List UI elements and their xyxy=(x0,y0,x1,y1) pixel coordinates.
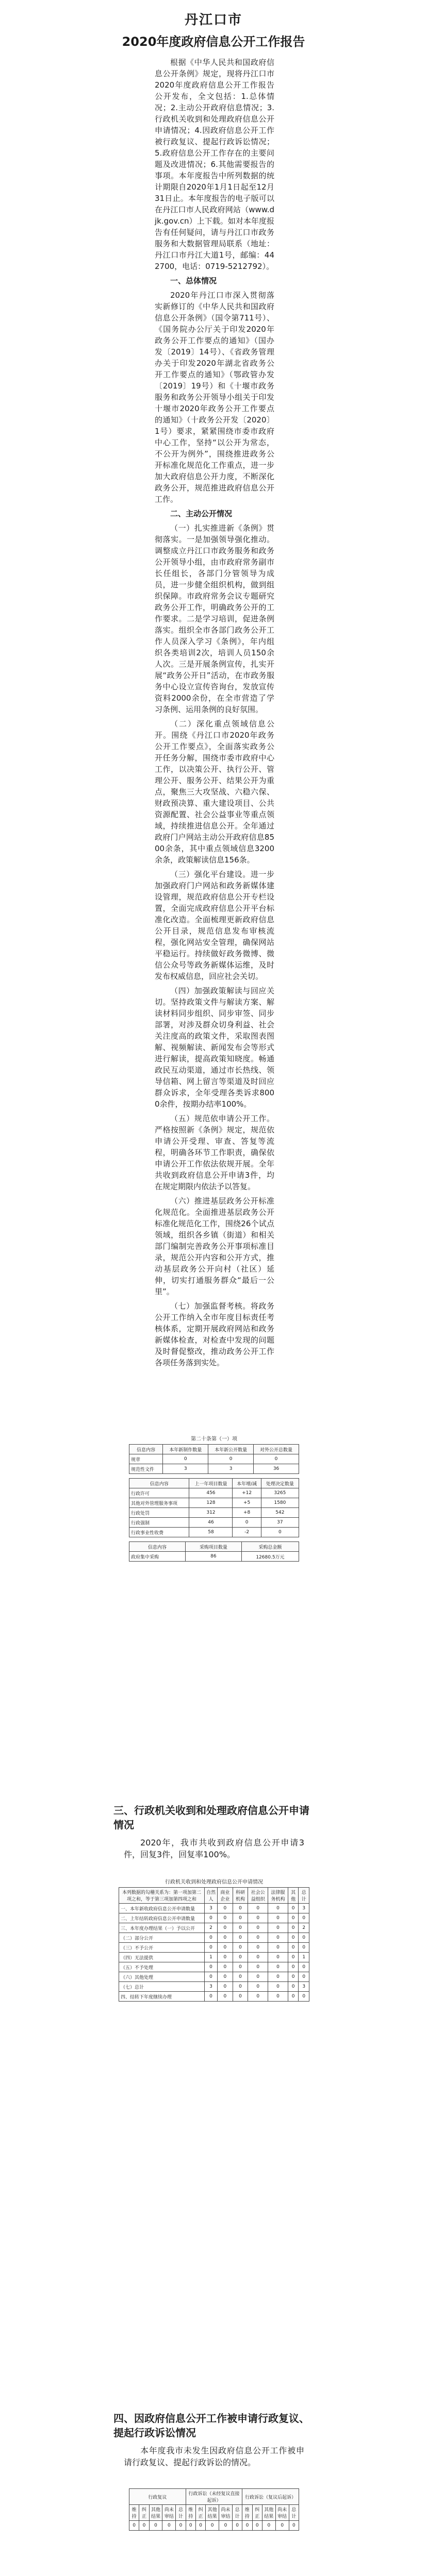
table-cell: 0 xyxy=(218,1982,233,1992)
body-paragraph: 根据《中华人民共和国政府信息公开条例》规定，现将丹江口市2020年度政府信息公开工作报告公开发布，全文包括：1.总体情况；2.主动公开政府信息情况；3.行政机关收到和处理政府信息公开申请情况；4.因政府信息公开工作被行政复议、提起行政诉讼情况；5.政府信息公开工作存在的主要问题及改进情况；6.其他需要报告的事项。本年度报告中所列数据的统计期限自2020年1月1日起至12月31日止。本年度报告的电子版可以在丹江口市人民政府网站（www.djk.gov.cn）上下载。如对本年度报告有任何疑问，请与丹江口市政务服务和大数据管理局联系（地址：丹江口市丹江大道1号，邮编：442700，电话：0719-5212792）。 xyxy=(155,58,274,271)
table-cell: 行政处罚 xyxy=(129,1508,189,1518)
table-cell: 0 xyxy=(248,1913,268,1923)
body-paragraph: （一）扎实推进新《条例》贯彻落实。一是加强领导强化推动。调整成立丹江口市政务服务和政务公开领导小组，由市政府常务副市长任组长，各部门分管领导为成员，进一步健全组织机构，做到组织保障。市政府常务会议专题研究政务公开工作，明确政务公开的工作要求。二是学习培训，促进条例落实。组织全市各部门政务公开工作人员深入学习《条例》，年内组织各类培训2次，培训人员150余人次。三是开展条例宣传，扎实开展“政务公开日”活动，在市政务服务中心设立宣传咨询台，发放宣传资料2000余份，在全市营造了学习条例、运用条例的良好氛围。 xyxy=(155,523,274,714)
table-subheader-cell: 纠正 xyxy=(252,2505,262,2521)
table-header-cell: 行政复议 xyxy=(129,2489,186,2505)
table-cell: 128 xyxy=(189,1498,233,1508)
table-cell: 0 xyxy=(218,1943,233,1953)
table-cell: 0 xyxy=(162,2521,176,2531)
table-cell: 行政强制 xyxy=(129,1518,189,1528)
table-review xyxy=(129,2488,299,2531)
table-cell: 二、上年结转政府信息公开申请数量 xyxy=(119,1913,205,1923)
table-header-cell: 法律服务机构 xyxy=(268,1888,288,1904)
table-cell: 0 xyxy=(252,2521,262,2531)
section-heading: 一、总体情况 xyxy=(170,276,217,285)
table-cell: 0 xyxy=(186,2521,195,2531)
table-header-cell: 其他 xyxy=(288,1888,299,1904)
table-header-cell: 对外公开总数量 xyxy=(254,1445,299,1454)
table-cell: 0 xyxy=(233,1518,261,1528)
table-row xyxy=(119,1913,309,1923)
table-cell: 1 xyxy=(204,1953,217,1962)
table-cell: +12 xyxy=(233,1488,261,1498)
table-cell: 0 xyxy=(299,1972,309,1982)
table-cell: 0 xyxy=(268,1933,288,1943)
table-cell: 0 xyxy=(129,2521,139,2531)
body-paragraph: （四）加强政策解读与回应关切。坚持政策文件与解读方案、解读材料同步组织、同步审签、同步部署，对涉及群众切身利益、社会关注度高的政策文件，采取图表图解、视频解读、新闻发布会等形式进行解读，提高政策知晓度。畅通政民互动渠道，通过市长热线、领导信箱、网上留言等渠道及时回应群众诉求，全年受理各类诉求8000余件，按期办结率100%。 xyxy=(155,986,274,1109)
table-row xyxy=(119,1982,309,1992)
table-subheader-cell: 尚未审结 xyxy=(219,2505,233,2521)
table-cell: 0 xyxy=(248,1962,268,1972)
table-header-cell: 采购项目数量 xyxy=(185,1542,241,1552)
table-cell: 0 xyxy=(248,1982,268,1992)
table-subheader-cell: 尚未审结 xyxy=(275,2505,289,2521)
table-cell: 0 xyxy=(233,1904,248,1913)
table-cell: 2 xyxy=(299,1923,309,1933)
table-header-cell: 社会公益组织 xyxy=(248,1888,268,1904)
table-header-cell: 处理决定数量 xyxy=(261,1479,299,1488)
table-row xyxy=(119,1972,309,1982)
body-paragraph: （六）推进基层政务公开标准化规范化。全面推进基层政务公开标准化规范化工作，围绕26个试点领域，组织各乡镇（街道）和相关部门编制完善政务公开事项标准目录，规范公开内容和公开方式，推动基层政务公开向村（社区）延伸，切实打通服务群众“最后一公里”。 xyxy=(155,1196,274,1296)
table-header-cell: 行政诉讼（复议后起诉） xyxy=(242,2489,299,2505)
table-cell: 0 xyxy=(233,1923,248,1933)
table-cell: 其他对外管理服务事项 xyxy=(129,1498,189,1508)
org-name: 丹江口市 xyxy=(184,12,242,28)
table-cell: 0 xyxy=(288,1904,299,1913)
table-cell: 0 xyxy=(288,1913,299,1923)
table-header-cell: 信息内容 xyxy=(129,1445,163,1454)
table-cell: 0 xyxy=(248,1923,268,1933)
section4-intro: 本年度我市未发生因政府信息公开工作被申请行政复议、提起行政诉讼的情况。 xyxy=(124,2446,304,2467)
table-cell: 0 xyxy=(206,2521,219,2531)
table-cell: 3 xyxy=(299,1982,309,1992)
table-cell: 0 xyxy=(248,1972,268,1982)
table-cell: 0 xyxy=(218,1933,233,1943)
table-cell: （五）不予处理 xyxy=(119,1962,205,1972)
table-cell: 0 xyxy=(288,1972,299,1982)
body-paragraph: 2020年丹江口市深入贯彻落实新修订的《中华人民共和国政府信息公开条例》（国令第711号）、《国务院办公厅关于印发2020年政务公开工作要点的通知》（国办发〔2019〕14号）、《省政务管理办关于印发2020年湖北省政务公开工作要点的通知》（鄂政管办发〔2019〕19号）和《十堰市政务服务和政务公开领导小组关于印发十堰市2020年政务公开工作要点的通知》（十政务公开发〔2020〕1号）要求，紧紧围绕市委市政府中心工作，坚持“以公开为常态，不公开为例外”，围绕推进政务公开标准化规范化工作重点，进一步加大政府信息公开力度，不断深化政务公开，规范推进政府信息公开工作。 xyxy=(155,291,274,504)
table-row xyxy=(119,1953,309,1962)
table-cell: 86 xyxy=(185,1552,241,1562)
table-cell: 四、结转下年度继续办理 xyxy=(119,1992,205,2002)
table-caption: 第二十条第（一）项 xyxy=(191,1436,237,1442)
table-cell: 0 xyxy=(204,1943,217,1953)
table-subheader-cell: 纠正 xyxy=(195,2505,205,2521)
table-cell: 0 xyxy=(299,1933,309,1943)
table-row xyxy=(129,1518,299,1528)
table-cell: 0 xyxy=(233,1953,248,1962)
table-subheader-cell: 总计 xyxy=(289,2505,299,2521)
table-cell: -2 xyxy=(233,1528,261,1537)
table-subheader-cell: 维持 xyxy=(242,2505,252,2521)
table-row xyxy=(129,1454,299,1464)
table-cell: 36 xyxy=(254,1464,299,1474)
table-cell: 3 xyxy=(163,1464,208,1474)
table-cell: 0 xyxy=(248,1953,268,1962)
table-header-cell: 上一年项目数量 xyxy=(189,1479,233,1488)
table-cell: 0 xyxy=(288,1992,299,2002)
table-cell: 行政事业性收费 xyxy=(129,1528,189,1537)
table-cell: 12680.5万元 xyxy=(241,1552,299,1562)
review-litigation-table xyxy=(129,2488,299,2531)
table-cell: 0 xyxy=(176,2521,186,2531)
table-row xyxy=(119,1904,309,1913)
table-cell: 0 xyxy=(242,2521,252,2531)
table-row xyxy=(129,1528,299,1537)
table-header-cell: 总计 xyxy=(299,1888,309,1904)
table-cell: 0 xyxy=(204,1992,217,2002)
table-cell: 0 xyxy=(218,1962,233,1972)
table-cell: 0 xyxy=(233,1992,248,2002)
table-licensing xyxy=(129,1478,299,1537)
table-cell: 1580 xyxy=(261,1498,299,1508)
table-cell: 37 xyxy=(261,1518,299,1528)
table-cell: （三）不予公开 xyxy=(119,1943,205,1953)
table-cell: 0 xyxy=(219,2521,233,2531)
table-cell: 58 xyxy=(189,1528,233,1537)
table-row xyxy=(129,1508,299,1518)
table-cell: 规范性文件 xyxy=(129,1464,163,1474)
report-title: 2020年度政府信息公开工作报告 xyxy=(122,35,305,49)
table-cell: 2 xyxy=(204,1923,217,1933)
table-cell: 3 xyxy=(299,1904,309,1913)
table-subheader-cell: 其他结果 xyxy=(262,2505,275,2521)
table-header-cell: 采购总金额 xyxy=(241,1542,299,1552)
report-body xyxy=(155,57,274,1371)
table-cell: +8 xyxy=(233,1508,261,1518)
table-cell: 0 xyxy=(233,1933,248,1943)
table-cell: 三、本年度办理结果（一）予以公开 xyxy=(119,1923,205,1933)
table-cell: 0 xyxy=(299,1913,309,1923)
table-cell: 0 xyxy=(299,1943,309,1953)
table-row xyxy=(119,1962,309,1972)
table-header-cell: 本年新公开数量 xyxy=(208,1445,254,1454)
table-cell: （七）总计 xyxy=(119,1982,205,1992)
table-cell: 0 xyxy=(268,1943,288,1953)
table-cell: 456 xyxy=(189,1488,233,1498)
table-cell: 0 xyxy=(268,1953,288,1962)
table-cell: 0 xyxy=(288,1923,299,1933)
table-cell: 0 xyxy=(218,1992,233,2002)
table-cell: 3265 xyxy=(261,1488,299,1498)
table-cell: 3 xyxy=(204,1982,217,1992)
table-header-cell: 商业企业 xyxy=(218,1888,233,1904)
section-heading: 二、主动公开情况 xyxy=(170,509,233,518)
table-subheader-cell: 维持 xyxy=(186,2505,195,2521)
table-cell: 0 xyxy=(248,1943,268,1953)
section4-title: 四、因政府信息公开工作被申请行政复议、提起行政诉讼情况 xyxy=(113,2412,309,2439)
table-cell: 0 xyxy=(232,2521,242,2531)
table-cell: 0 xyxy=(299,1962,309,1972)
table-cell: 政府集中采购 xyxy=(129,1552,186,1562)
table-cell: 0 xyxy=(268,1992,288,2002)
table-cell: 0 xyxy=(233,1962,248,1972)
table-row xyxy=(119,1933,309,1943)
table-cell: 0 xyxy=(261,1528,299,1537)
table-header-cell: 行政诉讼（未经复议直接起诉） xyxy=(186,2489,242,2505)
table-cell: 312 xyxy=(189,1508,233,1518)
body-paragraph: （五）规范依申请公开工作。严格按照新《条例》规定，规范依申请公开受理、审查、答复等流程，明确各环节工作职责，确保依申请公开工作依法依规开展。全年共收到政府信息公开申请3件，均在规定期限内依法予以答复。 xyxy=(155,1114,274,1191)
active-disclosure-table xyxy=(129,1432,299,1562)
table-cell: 0 xyxy=(204,1972,217,1982)
table-cell: 0 xyxy=(218,1923,233,1933)
table-subheader-cell: 总计 xyxy=(176,2505,186,2521)
table-header-cell: 自然人 xyxy=(204,1888,217,1904)
table-cell: 0 xyxy=(288,1943,299,1953)
table-regulations xyxy=(129,1444,299,1474)
applications-table xyxy=(119,1875,309,2002)
table-cell: +5 xyxy=(233,1498,261,1508)
table-cell: 0 xyxy=(268,1923,288,1933)
table-row xyxy=(119,1992,309,2002)
table-cell: 0 xyxy=(299,1992,309,2002)
table-header-cell: 本列数据的勾稽关系为：第一项加第二项之和，等于第三项加第四项之和 xyxy=(119,1888,205,1904)
table-cell: 0 xyxy=(288,1953,299,1962)
table-cell: 0 xyxy=(204,1913,217,1923)
table-row xyxy=(119,1943,309,1953)
table-cell: （二）部分公开 xyxy=(119,1933,205,1943)
body-paragraph: （三）强化平台建设。进一步加强政府门户网站和政务新媒体建设管理，规范政府信息公开专栏设置，全面完成政府信息公开平台标准化改造。全面梳理更新政府信息公开目录，规范信息发布审核流程，强化网站安全管理，确保网站平稳运行。持续做好政务微博、微信公众号等政务新媒体运维，及时发布权威信息，回应社会关切。 xyxy=(155,870,274,981)
table-row xyxy=(129,1552,299,1562)
body-paragraph: （七）加强监督考核。将政务公开工作纳入全市年度目标责任考核体系，定期开展政府网站和政务新媒体检查，对检查中发现的问题及时督促整改，推动政务公开工作各项任务落到实处。 xyxy=(155,1301,274,1367)
table-row xyxy=(129,1498,299,1508)
table2-caption: 行政机关收到和处理政府信息公开申请情况 xyxy=(165,1879,263,1885)
table-cell: 0 xyxy=(218,1953,233,1962)
table-cell: 0 xyxy=(195,2521,205,2531)
table-subheader-cell: 其他结果 xyxy=(206,2505,219,2521)
table-cell: 46 xyxy=(189,1518,233,1528)
table-subheader-cell: 维持 xyxy=(129,2505,139,2521)
table-cell: 0 xyxy=(248,1933,268,1943)
table-cell: 0 xyxy=(275,2521,289,2531)
table-cell: 0 xyxy=(163,1454,208,1464)
table-cell: 0 xyxy=(233,1972,248,1982)
table-applications xyxy=(119,1887,309,2002)
table-header-cell: 信息内容 xyxy=(129,1542,186,1552)
table-cell: 0 xyxy=(268,1982,288,1992)
table-cell: 0 xyxy=(268,1913,288,1923)
table-cell: 1 xyxy=(299,1953,309,1962)
report-header xyxy=(0,0,427,49)
table-cell: 0 xyxy=(248,1992,268,2002)
table-cell: 0 xyxy=(268,1972,288,1982)
table-cell: 0 xyxy=(288,1933,299,1943)
table-header-cell: 科研机构 xyxy=(233,1888,248,1904)
table-cell: 0 xyxy=(218,1972,233,1982)
table-cell: 0 xyxy=(218,1904,233,1913)
table-cell: 0 xyxy=(262,2521,275,2531)
table-row xyxy=(129,1488,299,1498)
table-cell: 0 xyxy=(149,2521,162,2531)
table-cell: （六）其他处理 xyxy=(119,1972,205,1982)
table-cell: 0 xyxy=(289,2521,299,2531)
table-cell: 0 xyxy=(248,1904,268,1913)
table-subheader-cell: 尚未审结 xyxy=(162,2505,176,2521)
table-cell: 0 xyxy=(208,1454,254,1464)
table-cell: 0 xyxy=(268,1962,288,1972)
table-cell: 0 xyxy=(218,1913,233,1923)
table-header-cell: 本年增/减 xyxy=(233,1479,261,1488)
table-subheader-cell: 总计 xyxy=(232,2505,242,2521)
table-cell: 3 xyxy=(204,1904,217,1913)
table-cell: 规章 xyxy=(129,1454,163,1464)
table-cell: 0 xyxy=(204,1933,217,1943)
table-cell: 3 xyxy=(208,1464,254,1474)
table-cell: 0 xyxy=(288,1982,299,1992)
table-cell: 0 xyxy=(233,1913,248,1923)
table-header-cell: 信息内容 xyxy=(129,1479,189,1488)
table-cell: 542 xyxy=(261,1508,299,1518)
table-cell: 0 xyxy=(254,1454,299,1464)
table-subheader-cell: 纠正 xyxy=(139,2505,149,2521)
table-row xyxy=(119,1923,309,1933)
table-row xyxy=(129,1464,299,1474)
section3-intro: 2020年，我市共收到政府信息公开申请3件，回复3件，回复率100%。 xyxy=(124,1838,304,1859)
table-cell: 0 xyxy=(204,1962,217,1972)
table-cell: 0 xyxy=(268,1904,288,1913)
table-header-cell: 本年新制作数量 xyxy=(163,1445,208,1454)
table-cell: 一、本年新收政府信息公开申请数量 xyxy=(119,1904,205,1913)
body-paragraph: （二）深化重点领域信息公开。围绕《丹江口市2020年政务公开工作要点》，全面落实政务公开任务分解，围绕市委市政府中心工作，以决策公开、执行公开、管理公开、服务公开、结果公开为重点，聚焦三大攻坚战、六稳六保、财政预决算、重大建设项目、公共资源配置、社会公益事业等重点领域，持续推进信息公开。全年通过政府门户网站主动公开政府信息8500余条，其中重点领域信息3200余条，政策解读信息156条。 xyxy=(155,719,274,865)
table-subheader-cell: 其他结果 xyxy=(149,2505,162,2521)
table-cell: 0 xyxy=(288,1962,299,1972)
table-procurement xyxy=(129,1541,299,1562)
table-cell: 0 xyxy=(139,2521,149,2531)
table-cell: （四）无法提供 xyxy=(119,1953,205,1962)
table-cell: 行政许可 xyxy=(129,1488,189,1498)
table-cell: 0 xyxy=(233,1943,248,1953)
table-cell: 0 xyxy=(233,1982,248,1992)
section3-title: 三、行政机关收到和处理政府信息公开申请情况 xyxy=(113,1804,309,1831)
